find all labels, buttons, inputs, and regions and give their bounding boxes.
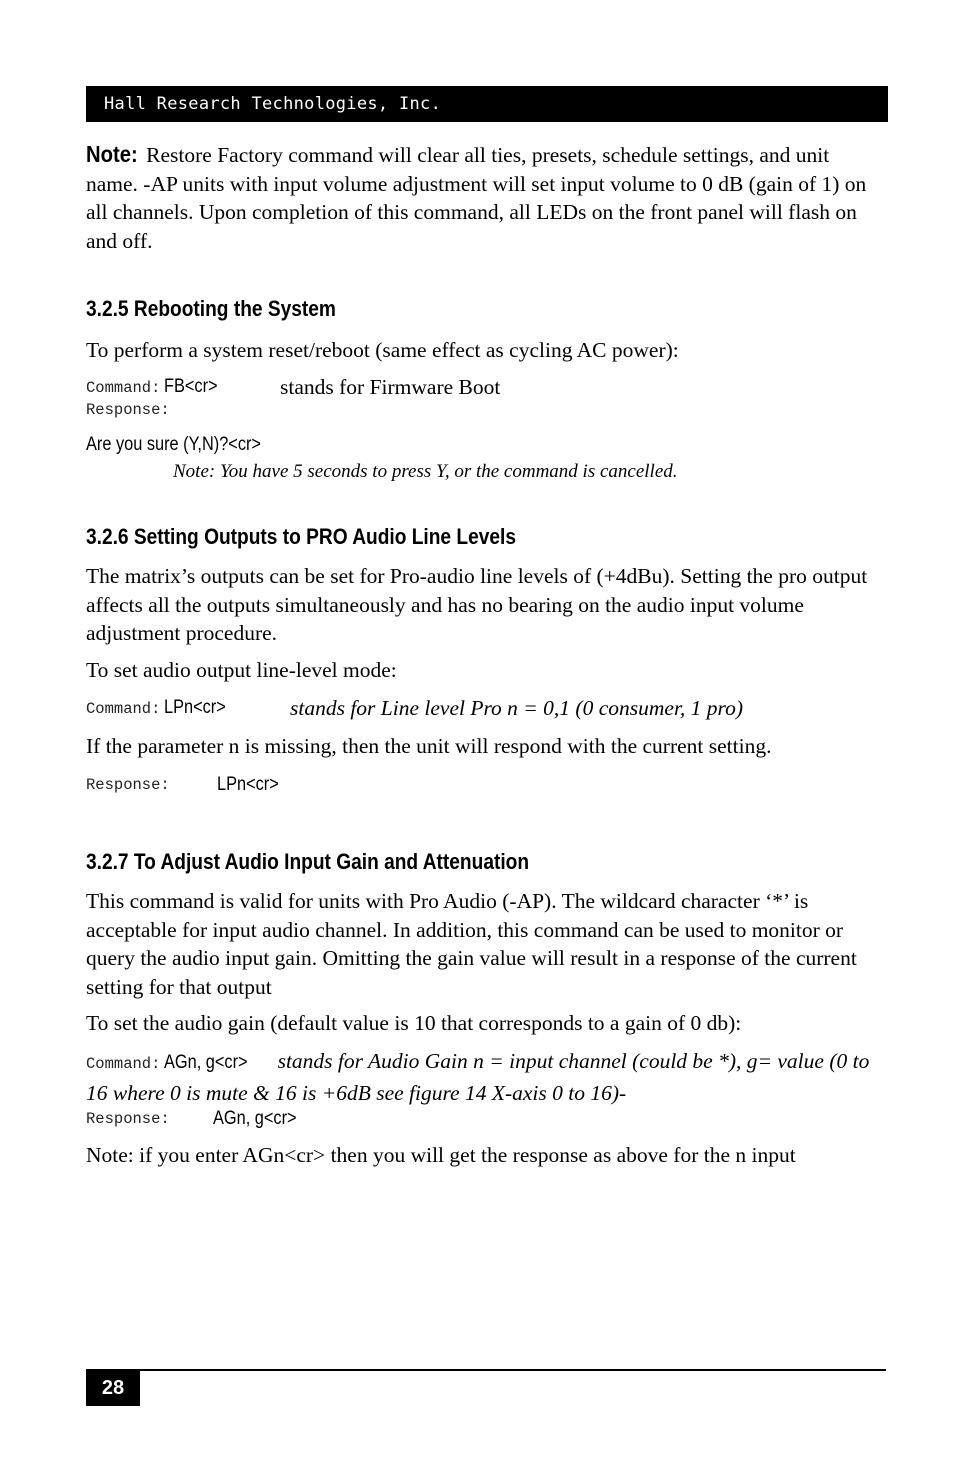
command-label: Command: bbox=[86, 700, 161, 718]
section-paragraph: The matrix’s outputs can be set for Pro-audio line levels of (+4dBu). Setting the pro output affects all the outputs simultaneously and has no bearing on the audio input volume adjustment procedure. bbox=[86, 564, 868, 645]
response-label: Response: bbox=[86, 1110, 170, 1128]
footer-rule bbox=[86, 1369, 886, 1371]
command-label: Command: bbox=[86, 379, 161, 397]
response-line bbox=[86, 1105, 886, 1133]
command-label: Command: bbox=[86, 1055, 161, 1073]
section-3-2-6 bbox=[86, 523, 886, 551]
command-code: AGn, g<cr> bbox=[164, 1052, 248, 1073]
note-label: Note: bbox=[86, 141, 138, 167]
section-paragraph: This command is valid for units with Pro Audio (-AP). The wildcard character ‘*’ is acceptable for input audio channel. In addition, this command can be used to monitor or query the audio input gain. Omitting the gain value will result in a response of the current setting for that output bbox=[86, 889, 857, 999]
command-code: LPn<cr> bbox=[164, 697, 227, 718]
response-code: AGn, g<cr> bbox=[213, 1108, 297, 1129]
running-header bbox=[86, 86, 888, 122]
section-paragraph: To set the audio gain (default value is 10 that corresponds to a gain of 0 db): bbox=[86, 1011, 742, 1035]
page-number: 28 bbox=[86, 1371, 140, 1406]
section-heading: 3.2.7 To Adjust Audio Input Gain and Attenuation bbox=[86, 849, 530, 874]
command-line bbox=[86, 694, 886, 722]
command-description: stands for Audio Gain n = input channel (could be *), g= value (0 to 16 where 0 is mute & 16 is +6dB see figure 14 X-axis 0 to 16)- bbox=[86, 1049, 870, 1105]
section-3-2-5 bbox=[86, 295, 886, 323]
command-line bbox=[86, 1047, 886, 1110]
section-heading: 3.2.5 Rebooting the System bbox=[86, 296, 336, 321]
command-description: stands for Line level Pro n = 0,1 (0 consumer, 1 pro) bbox=[290, 696, 744, 720]
response-code-line bbox=[86, 431, 886, 460]
factory-restore-note bbox=[86, 140, 886, 255]
response-note: Note: You have 5 seconds to press Y, or the command is cancelled. bbox=[173, 461, 678, 482]
section-paragraph: If the parameter n is missing, then the unit will respond with the current setting. bbox=[86, 734, 772, 758]
section-heading: 3.2.6 Setting Outputs to PRO Audio Line Levels bbox=[86, 524, 516, 549]
command-line bbox=[86, 373, 886, 401]
response-line bbox=[86, 771, 886, 799]
section-intro: To perform a system reset/reboot (same effect as cycling AC power): bbox=[86, 338, 679, 362]
response-code: Are you sure (Y,N)?<cr> bbox=[86, 434, 261, 455]
section-3-2-7 bbox=[86, 848, 886, 876]
response-label: Response: bbox=[86, 776, 170, 794]
section-paragraph: Note: if you enter AGn<cr> then you will get the response as above for the n input bbox=[86, 1143, 796, 1167]
response-label-line bbox=[86, 400, 886, 420]
section-paragraph: To set audio output line-level mode: bbox=[86, 658, 397, 682]
header-company-name: Hall Research Technologies, Inc. bbox=[104, 94, 442, 114]
note-text: Restore Factory command will clear all ties, presets, schedule settings, and unit name. -AP units with input volume adjustment will set input volume to 0 dB (gain of 1) on all channels. Upon completion of this command, all LEDs on the front panel will flash on and off. bbox=[86, 143, 867, 253]
response-label: Response: bbox=[86, 401, 170, 419]
response-code: LPn<cr> bbox=[217, 774, 279, 795]
command-code: FB<cr> bbox=[164, 376, 219, 397]
command-description: stands for Firmware Boot bbox=[280, 375, 501, 399]
